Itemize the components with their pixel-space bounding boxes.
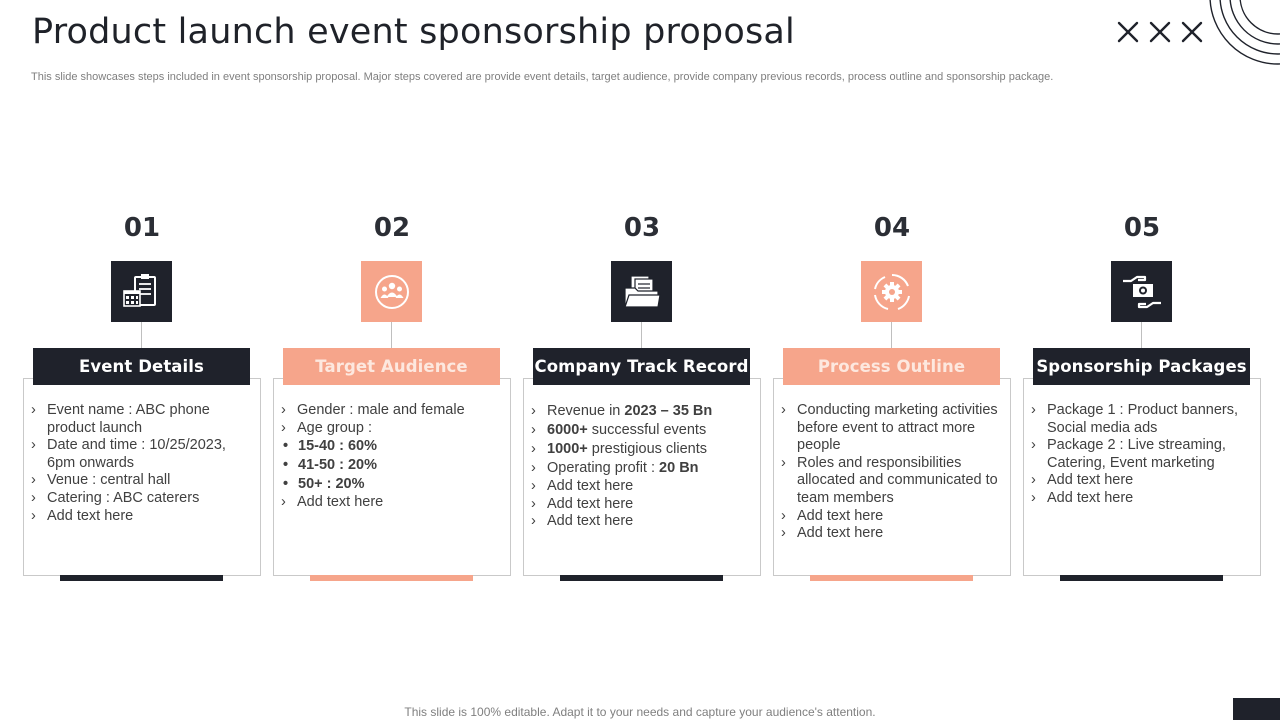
page-title: Product launch event sponsorship proposal [32, 12, 795, 52]
step-column-company-track-record [523, 0, 761, 620]
list-item: › Add text here [281, 494, 505, 512]
list-item: › Add text here [31, 508, 255, 526]
list-item: › Add text here [531, 513, 755, 531]
card-bottom-bar [810, 575, 973, 581]
list-item: › Add text here [781, 508, 1005, 526]
list-item: › Add text here [1031, 472, 1255, 490]
list-item: › 6000+ successful events [531, 421, 755, 440]
step-list [1031, 402, 1255, 508]
connector-line [1141, 322, 1142, 349]
footer-note: This slide is 100% editable. Adapt it to your needs and capture your audience's attention. [404, 705, 876, 719]
step-list [31, 402, 255, 525]
step-header: Event Details [33, 348, 250, 385]
list-item: › Revenue in 2023 – 35 Bn [531, 402, 755, 421]
list-item: › Add text here [1031, 490, 1255, 508]
list-item: › Date and time : 10/25/2023, 6pm onwards [31, 437, 255, 472]
step-icon-box [861, 261, 922, 322]
step-icon-box [361, 261, 422, 322]
list-item: › Operating profit : 20 Bn [531, 459, 755, 478]
list-item: › Add text here [781, 525, 1005, 543]
card-bottom-bar [1060, 575, 1223, 581]
connector-line [391, 322, 392, 349]
list-item: › Event name : ABC phone product launch [31, 402, 255, 437]
step-header: Target Audience [283, 348, 500, 385]
list-item: › 1000+ prestigious clients [531, 440, 755, 459]
step-column-process-outline [773, 0, 1011, 620]
step-list [531, 402, 755, 531]
step-header: Process Outline [783, 348, 1000, 385]
list-item: › Roles and responsibilities allocated and communicated to team members [781, 455, 1005, 508]
document-folder-icon [622, 274, 662, 310]
step-number: 03 [623, 213, 661, 243]
process-gear-icon [871, 271, 913, 313]
list-item: › Catering : ABC caterers [31, 490, 255, 508]
age-group-item: • 41-50 : 20% [281, 456, 505, 475]
list-item: › Package 2 : Live streaming, Catering, Event marketing [1031, 437, 1255, 472]
corner-block-decoration [1233, 698, 1280, 720]
step-icon-box [1111, 261, 1172, 322]
list-item: › Age group : [281, 420, 505, 438]
list-item: › Venue : central hall [31, 472, 255, 490]
list-item: › Add text here [531, 478, 755, 496]
step-header: Sponsorship Packages [1033, 348, 1250, 385]
step-column-event-details [23, 0, 261, 620]
card-bottom-bar [60, 575, 223, 581]
step-number: 01 [123, 213, 161, 243]
list-item: › Conducting marketing activities before event to attract more people [781, 402, 1005, 455]
card-bottom-bar [560, 575, 723, 581]
list-item: › Gender : male and female [281, 402, 505, 420]
age-group-item: • 15-40 : 60% [281, 437, 505, 456]
step-column-target-audience [273, 0, 511, 620]
page-subtitle: This slide showcases steps included in event sponsorship proposal. Major steps covered are provide event details, target audience, provide company previous records, process outline and sponsorship package. [31, 71, 1054, 83]
step-number: 02 [373, 213, 411, 243]
list-item: › Add text here [531, 496, 755, 514]
step-header: Company Track Record [533, 348, 750, 385]
step-icon-box [611, 261, 672, 322]
money-hands-icon [1121, 273, 1163, 311]
step-icon-box [111, 261, 172, 322]
connector-line [891, 322, 892, 349]
age-group-item: • 50+ : 20% [281, 475, 505, 494]
step-list [281, 402, 505, 512]
step-number: 05 [1123, 213, 1161, 243]
audience-group-icon [372, 272, 412, 312]
card-bottom-bar [310, 575, 473, 581]
step-number: 04 [873, 213, 911, 243]
list-item: › Package 1 : Product banners, Social media ads [1031, 402, 1255, 437]
connector-line [641, 322, 642, 349]
checklist-calendar-icon [122, 274, 162, 310]
step-column-sponsorship-packages [1023, 0, 1261, 620]
connector-line [141, 322, 142, 349]
step-list [781, 402, 1005, 543]
